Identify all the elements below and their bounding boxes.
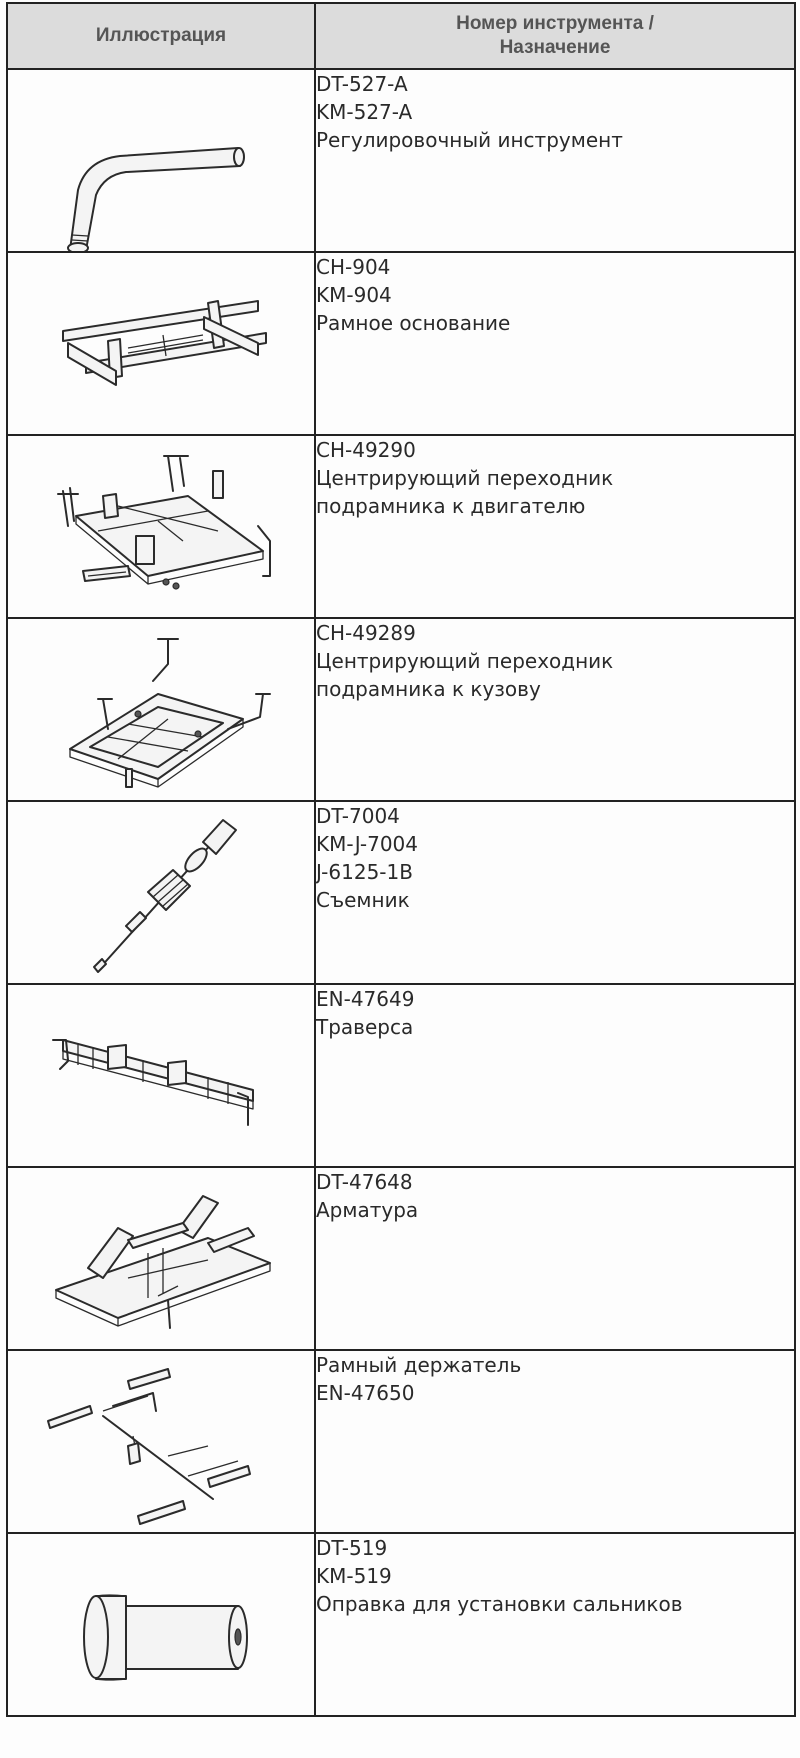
tool-line: Центрирующий переходник [316,466,614,490]
tool-line: подрамника к кузову [316,677,541,701]
body-adapter-fixture-icon [8,619,314,800]
seal-installer-mandrel-icon [8,1534,314,1715]
tool-line: EN-47649 [316,987,415,1011]
table-row [7,1533,795,1716]
tool-line: KM-J-7004 [316,832,419,856]
illustration-cell [7,435,315,618]
tool-info-cell [315,435,795,618]
tool-info-cell [315,69,795,252]
table-header-row [7,3,795,69]
frame-base-icon [8,253,314,434]
illustration-cell [7,618,315,801]
tool-info-cell [315,1533,795,1716]
tool-info-cell [315,801,795,984]
tool-line: KM-904 [316,283,392,307]
tool-line: Регулировочный инструмент [316,128,623,152]
tool-line: CH-904 [316,255,391,279]
frame-holder-icon [8,1351,314,1532]
tool-line: Съемник [316,888,410,912]
tool-line: KM-527-A [316,100,413,124]
tool-line: DT-527-A [316,72,408,96]
illustration-cell [7,801,315,984]
tool-line: CH-49289 [316,621,416,645]
tools-table [6,2,796,1717]
tool-line: J-6125-1B [316,860,413,884]
engine-adapter-fixture-icon [8,436,314,617]
tool-info-cell [315,1350,795,1533]
illustration-cell [7,69,315,252]
tool-line: Оправка для установки сальников [316,1592,683,1616]
illustration-cell [7,984,315,1167]
table-row [7,984,795,1167]
header-tool-number-line2: Назначение [499,37,611,58]
tool-info-cell [315,984,795,1167]
table-row [7,252,795,435]
table-row [7,69,795,252]
tool-line: подрамника к двигателю [316,494,586,518]
illustration-cell [7,1167,315,1350]
tool-info-cell [315,1167,795,1350]
tool-line: Арматура [316,1198,419,1222]
tool-line: CH-49290 [316,438,416,462]
tool-info-cell [315,252,795,435]
tool-line: DT-7004 [316,804,400,828]
table-row [7,1167,795,1350]
tool-line: EN-47650 [316,1381,415,1405]
tool-line: KM-519 [316,1564,392,1588]
lifting-beam-icon [8,985,314,1166]
header-illustration: Иллюстрация [7,3,315,69]
table-row [7,618,795,801]
table-row [7,1350,795,1533]
tool-line: Рамный держатель [316,1353,522,1377]
table-row [7,435,795,618]
header-tool-number [315,3,795,69]
header-tool-number-line1: Номер инструмента / [456,13,654,34]
tool-line: Центрирующий переходник [316,649,614,673]
tool-line: DT-47648 [316,1170,413,1194]
tool-line: Рамное основание [316,311,511,335]
illustration-cell [7,252,315,435]
tool-line: Траверса [316,1015,414,1039]
table-row [7,801,795,984]
fixture-frame-icon [8,1168,314,1349]
slide-hammer-puller-icon [8,802,314,983]
tool-info-cell [315,618,795,801]
illustration-cell [7,1533,315,1716]
illustration-cell [7,1350,315,1533]
bent-tube-adjuster-icon [8,70,314,251]
tool-line: DT-519 [316,1536,388,1560]
